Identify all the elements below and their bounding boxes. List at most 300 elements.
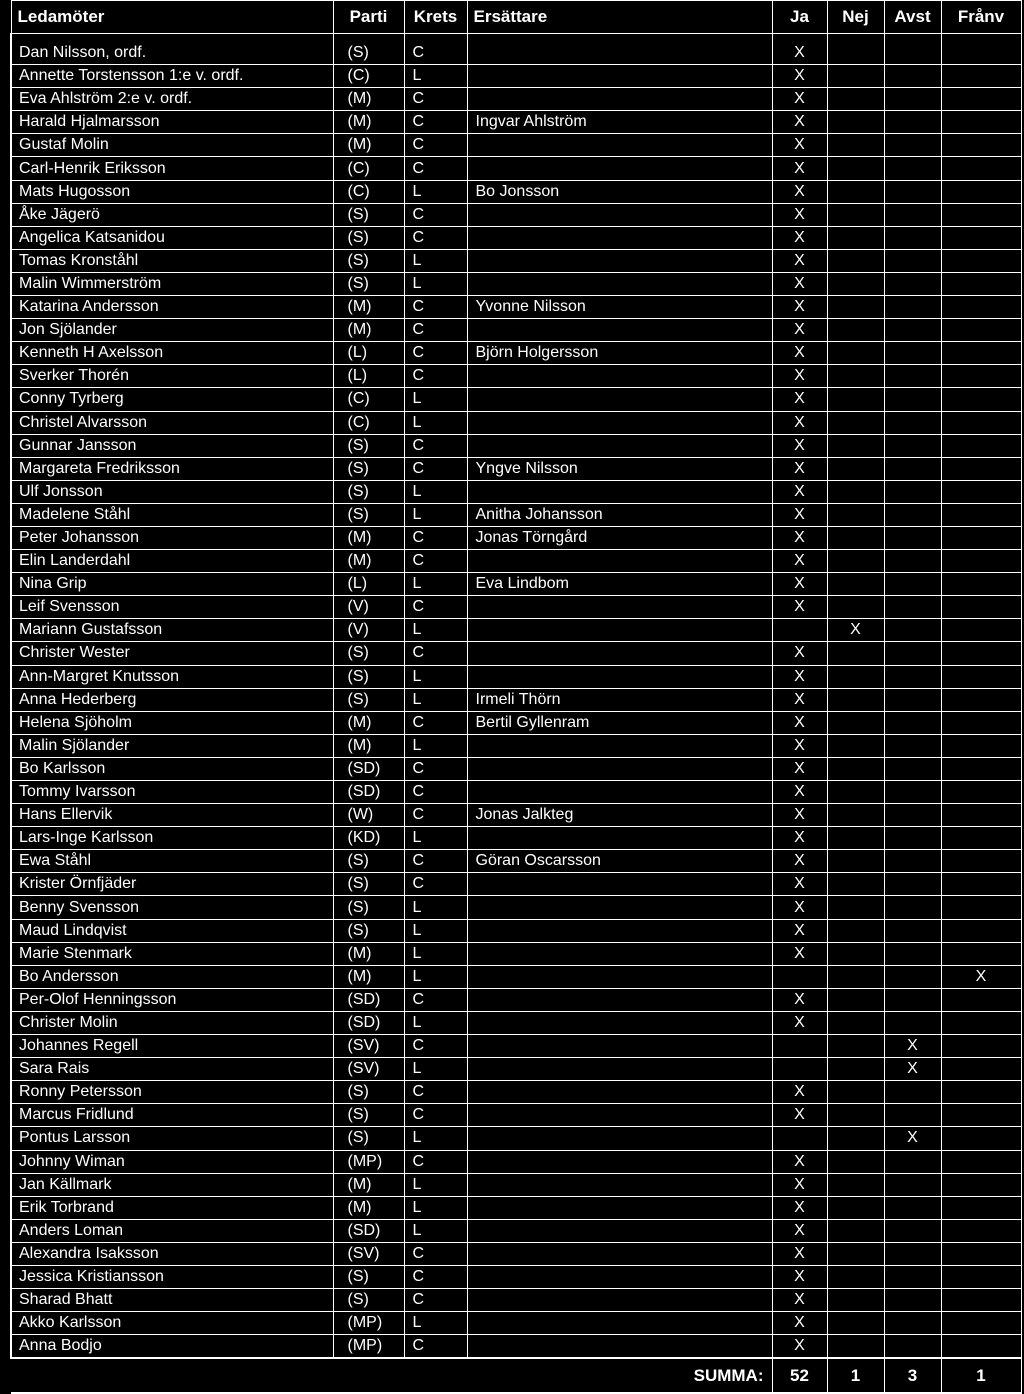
member-name: Christel Alvarsson [11,411,333,434]
table-row [11,342,1021,365]
header-abstain: Avst [884,1,941,34]
member-substitute [467,319,772,342]
vote-yes: X [772,781,827,804]
vote-absent [941,1196,1021,1219]
member-party: (M) [333,88,404,111]
member-party: (SD) [333,1011,404,1034]
header-name: Ledamöter [11,1,333,34]
member-party: (S) [333,203,404,226]
member-party: (S) [333,249,404,272]
member-krets: L [404,480,467,503]
vote-no [827,896,884,919]
vote-absent [941,1058,1021,1081]
vote-abstain [884,1312,941,1335]
vote-no [827,965,884,988]
member-substitute: Jonas Törngård [467,526,772,549]
member-name: Christer Wester [11,642,333,665]
vote-yes: X [772,111,827,134]
member-party: (W) [333,804,404,827]
vote-yes [772,619,827,642]
member-krets: C [404,134,467,157]
member-party: (S) [333,434,404,457]
member-krets: C [404,757,467,780]
member-name: Ewa Ståhl [11,850,333,873]
member-substitute: Ingvar Ahlström [467,111,772,134]
vote-abstain [884,873,941,896]
member-substitute [467,596,772,619]
table-header [11,1,1021,34]
member-party: (SV) [333,1242,404,1265]
vote-absent [941,249,1021,272]
member-name: Ann-Margret Knutsson [11,665,333,688]
member-krets: C [404,873,467,896]
vote-abstain [884,1081,941,1104]
table-row [11,1011,1021,1034]
table-row [11,665,1021,688]
vote-yes: X [772,1335,827,1359]
vote-absent [941,319,1021,342]
table-row [11,827,1021,850]
member-krets: C [404,988,467,1011]
member-krets: L [404,827,467,850]
vote-abstain [884,827,941,850]
vote-absent [941,157,1021,180]
vote-yes: X [772,1081,827,1104]
vote-no [827,503,884,526]
member-party: (C) [333,411,404,434]
table-row [11,1242,1021,1265]
member-name: Pontus Larsson [11,1127,333,1150]
vote-no [827,642,884,665]
member-substitute [467,157,772,180]
member-krets: C [404,711,467,734]
vote-yes: X [772,272,827,295]
vote-no [827,157,884,180]
member-party: (M) [333,965,404,988]
table-row [11,134,1021,157]
vote-no [827,1081,884,1104]
table-row [11,272,1021,295]
vote-absent [941,203,1021,226]
member-substitute [467,388,772,411]
member-substitute [467,411,772,434]
vote-abstain [884,434,941,457]
member-krets: L [404,942,467,965]
member-krets: C [404,550,467,573]
vote-absent [941,1242,1021,1265]
vote-yes: X [772,319,827,342]
member-name: Maud Lindqvist [11,919,333,942]
vote-abstain [884,642,941,665]
member-substitute [467,942,772,965]
vote-yes: X [772,688,827,711]
member-name: Elin Landerdahl [11,550,333,573]
member-party: (L) [333,342,404,365]
vote-absent [941,503,1021,526]
table-row [11,1289,1021,1312]
vote-abstain [884,781,941,804]
voting-record-sheet [10,0,1020,1394]
table-row [11,1312,1021,1335]
vote-no [827,134,884,157]
member-party: (MP) [333,1335,404,1359]
member-party: (M) [333,734,404,757]
vote-yes: X [772,642,827,665]
vote-no [827,1011,884,1034]
member-substitute [467,272,772,295]
vote-no [827,873,884,896]
vote-no [827,111,884,134]
member-party: (SD) [333,1219,404,1242]
member-name: Anna Bodjo [11,1335,333,1359]
member-krets: C [404,781,467,804]
member-substitute: Bertil Gyllenram [467,711,772,734]
member-krets: L [404,249,467,272]
member-name: Bo Karlsson [11,757,333,780]
vote-absent [941,1150,1021,1173]
member-party: (SV) [333,1058,404,1081]
member-name: Marie Stenmark [11,942,333,965]
totals-label: SUMMA: [11,1358,772,1393]
vote-no [827,1242,884,1265]
member-substitute [467,619,772,642]
member-name: Gustaf Molin [11,134,333,157]
vote-absent [941,226,1021,249]
table-row [11,411,1021,434]
member-name: Tomas Kronståhl [11,249,333,272]
header-absent: Frånv [941,1,1021,34]
table-row [11,1173,1021,1196]
vote-yes [772,965,827,988]
vote-absent [941,757,1021,780]
vote-no [827,434,884,457]
member-krets: C [404,434,467,457]
member-party: (S) [333,1265,404,1288]
member-name: Carl-Henrik Eriksson [11,157,333,180]
table-row [11,734,1021,757]
vote-absent [941,1104,1021,1127]
vote-yes: X [772,226,827,249]
vote-no [827,1312,884,1335]
vote-yes: X [772,434,827,457]
member-name: Akko Karlsson [11,1312,333,1335]
vote-absent [941,942,1021,965]
vote-no [827,203,884,226]
member-name: Helena Sjöholm [11,711,333,734]
vote-yes: X [772,711,827,734]
member-krets: C [404,457,467,480]
vote-absent [941,988,1021,1011]
member-krets: L [404,1127,467,1150]
member-party: (S) [333,226,404,249]
vote-yes: X [772,550,827,573]
member-party: (S) [333,1081,404,1104]
member-name: Christer Molin [11,1011,333,1034]
vote-absent [941,411,1021,434]
member-substitute [467,203,772,226]
vote-no [827,781,884,804]
member-party: (M) [333,111,404,134]
vote-no [827,1289,884,1312]
vote-no [827,411,884,434]
vote-abstain [884,411,941,434]
vote-yes: X [772,942,827,965]
vote-abstain [884,503,941,526]
member-krets: L [404,180,467,203]
member-name: Dan Nilsson, ordf. [11,42,333,65]
vote-abstain: X [884,1127,941,1150]
vote-absent [941,1081,1021,1104]
member-name: Johannes Regell [11,1035,333,1058]
vote-abstain [884,365,941,388]
vote-yes: X [772,365,827,388]
member-krets: L [404,919,467,942]
vote-absent [941,1289,1021,1312]
vote-absent [941,434,1021,457]
vote-no [827,296,884,319]
member-krets: L [404,503,467,526]
vote-no [827,388,884,411]
member-name: Erik Torbrand [11,1196,333,1219]
vote-yes: X [772,757,827,780]
vote-abstain [884,180,941,203]
table-row [11,203,1021,226]
member-substitute [467,781,772,804]
member-substitute [467,88,772,111]
member-party: (MP) [333,1150,404,1173]
vote-abstain [884,1011,941,1034]
table-row [11,157,1021,180]
table-row [11,180,1021,203]
vote-absent [941,388,1021,411]
vote-abstain [884,203,941,226]
vote-yes: X [772,804,827,827]
vote-yes [772,1058,827,1081]
member-krets: L [404,272,467,295]
vote-no [827,573,884,596]
member-substitute [467,1312,772,1335]
vote-no [827,827,884,850]
member-party: (M) [333,134,404,157]
table-row [11,919,1021,942]
member-krets: L [404,965,467,988]
vote-absent [941,526,1021,549]
vote-yes [772,1127,827,1150]
vote-yes: X [772,203,827,226]
table-row [11,1081,1021,1104]
table-row [11,942,1021,965]
vote-absent [941,804,1021,827]
member-krets: C [404,157,467,180]
vote-no [827,1335,884,1359]
vote-absent [941,272,1021,295]
vote-no [827,757,884,780]
vote-abstain [884,249,941,272]
vote-absent [941,134,1021,157]
vote-no [827,1219,884,1242]
vote-no [827,711,884,734]
member-substitute [467,896,772,919]
vote-no [827,88,884,111]
vote-absent: X [941,965,1021,988]
member-name: Madelene Ståhl [11,503,333,526]
table-row [11,365,1021,388]
member-krets: C [404,1104,467,1127]
member-name: Ronny Petersson [11,1081,333,1104]
member-substitute [467,249,772,272]
vote-yes [772,1035,827,1058]
member-krets: C [404,1035,467,1058]
vote-abstain [884,296,941,319]
member-name: Bo Andersson [11,965,333,988]
member-party: (M) [333,296,404,319]
member-krets: C [404,526,467,549]
vote-abstain [884,480,941,503]
vote-abstain [884,1335,941,1359]
vote-abstain [884,688,941,711]
vote-no [827,1127,884,1150]
member-name: Mariann Gustafsson [11,619,333,642]
member-party: (KD) [333,827,404,850]
header-no: Nej [827,1,884,34]
vote-absent [941,827,1021,850]
vote-absent [941,1127,1021,1150]
member-krets: L [404,1058,467,1081]
member-name: Harald Hjalmarsson [11,111,333,134]
vote-absent [941,342,1021,365]
member-name: Leif Svensson [11,596,333,619]
member-name: Tommy Ivarsson [11,781,333,804]
vote-abstain [884,157,941,180]
vote-no [827,688,884,711]
member-substitute [467,42,772,65]
vote-yes: X [772,157,827,180]
member-substitute [467,1335,772,1359]
member-krets: C [404,1150,467,1173]
member-name: Lars-Inge Karlsson [11,827,333,850]
member-substitute [467,226,772,249]
member-krets: C [404,850,467,873]
member-krets: L [404,388,467,411]
table-row [11,319,1021,342]
vote-absent [941,688,1021,711]
vote-yes: X [772,1011,827,1034]
table-row [11,457,1021,480]
total-yes: 52 [772,1358,827,1393]
table-row [11,988,1021,1011]
table-row [11,1058,1021,1081]
vote-yes: X [772,180,827,203]
member-name: Angelica Katsanidou [11,226,333,249]
vote-no [827,342,884,365]
member-name: Katarina Andersson [11,296,333,319]
member-substitute [467,1173,772,1196]
vote-no [827,272,884,295]
vote-yes: X [772,1219,827,1242]
vote-abstain [884,272,941,295]
vote-no [827,42,884,65]
member-substitute [467,1035,772,1058]
vote-yes: X [772,1312,827,1335]
vote-absent [941,1011,1021,1034]
member-name: Anna Hederberg [11,688,333,711]
vote-absent [941,457,1021,480]
member-party: (SD) [333,781,404,804]
member-substitute: Yngve Nilsson [467,457,772,480]
vote-abstain [884,1173,941,1196]
vote-no [827,1104,884,1127]
member-party: (C) [333,180,404,203]
vote-yes: X [772,1150,827,1173]
table-row [11,65,1021,88]
member-substitute: Jonas Jalkteg [467,804,772,827]
vote-absent [941,111,1021,134]
header-krets: Krets [404,1,467,34]
member-party: (V) [333,596,404,619]
member-krets: L [404,1196,467,1219]
table-row [11,1219,1021,1242]
table-row [11,804,1021,827]
member-substitute [467,965,772,988]
header-yes: Ja [772,1,827,34]
table-row [11,619,1021,642]
totals-row [11,1358,1021,1393]
vote-abstain [884,457,941,480]
member-name: Sharad Bhatt [11,1289,333,1312]
table-row [11,1265,1021,1288]
vote-yes: X [772,827,827,850]
member-party: (S) [333,1127,404,1150]
member-party: (M) [333,711,404,734]
vote-no [827,1150,884,1173]
member-substitute: Björn Holgersson [467,342,772,365]
member-name: Per-Olof Henningsson [11,988,333,1011]
vote-yes: X [772,665,827,688]
vote-yes: X [772,1289,827,1312]
member-substitute [467,1150,772,1173]
vote-absent [941,65,1021,88]
vote-yes: X [772,1173,827,1196]
member-name: Benny Svensson [11,896,333,919]
vote-absent [941,642,1021,665]
table-row [11,88,1021,111]
member-krets: C [404,642,467,665]
vote-absent [941,480,1021,503]
vote-no [827,550,884,573]
member-krets: L [404,619,467,642]
table-row [11,965,1021,988]
vote-abstain [884,88,941,111]
member-krets: C [404,1265,467,1288]
table-row [11,1335,1021,1359]
vote-absent [941,365,1021,388]
member-name: Krister Örnfjäder [11,873,333,896]
vote-yes: X [772,457,827,480]
member-krets: L [404,665,467,688]
member-name: Hans Ellervik [11,804,333,827]
vote-yes: X [772,249,827,272]
vote-no [827,457,884,480]
vote-no [827,65,884,88]
vote-yes: X [772,734,827,757]
vote-no [827,526,884,549]
vote-no [827,365,884,388]
vote-yes: X [772,1265,827,1288]
vote-absent [941,1335,1021,1359]
vote-abstain [884,1242,941,1265]
member-party: (SV) [333,1035,404,1058]
vote-no [827,734,884,757]
